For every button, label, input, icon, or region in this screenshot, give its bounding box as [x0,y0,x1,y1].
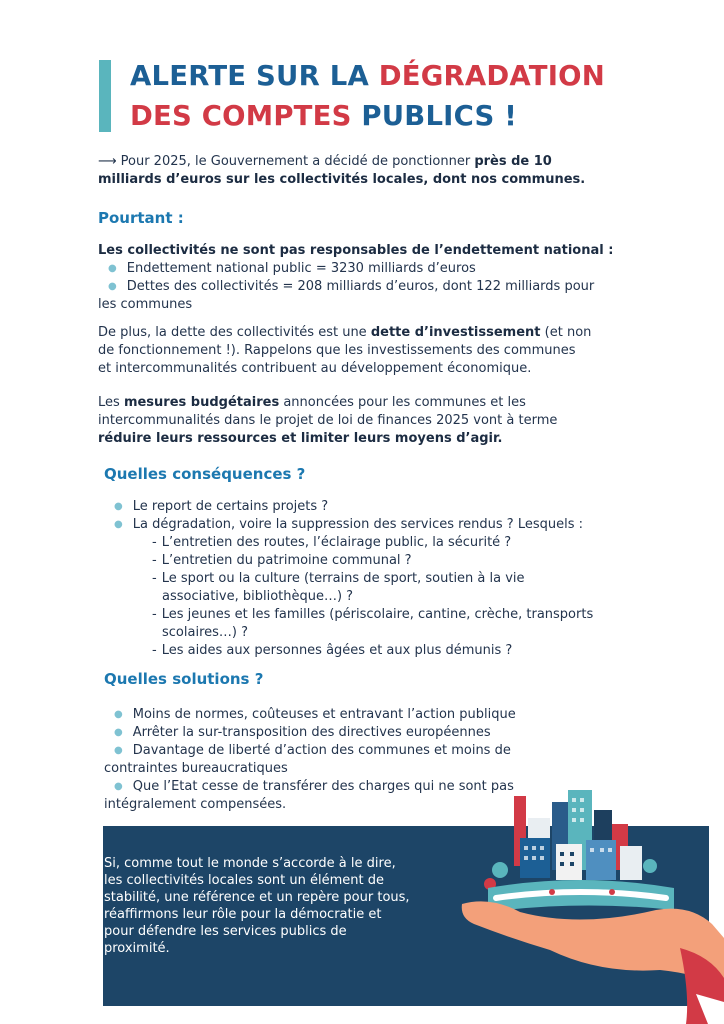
banner-line: Si, comme tout le monde s’accorde à le dire, [104,856,396,871]
arrow-right-icon: ⟶ [98,154,117,169]
bullet-icon: ● [108,263,117,274]
sub-item [104,642,624,660]
list-item [104,742,624,760]
paragraph-text: (et non [544,325,592,340]
intro-paragraph [98,153,618,189]
paragraph-emphasis: dette d’investissement [370,325,541,340]
sub-item-text: L’entretien des routes, l’éclairage public, la sécurité ? [161,535,512,550]
title-part-highlight: DES COMPTES [130,100,352,132]
list-item-text: Moins de normes, coûteuses et entravant l’action publique [132,707,516,722]
dash-icon: - [152,571,157,586]
dash-icon: - [152,643,157,658]
list-item [98,260,618,278]
paragraph-line [98,324,618,342]
bullet-icon: ● [114,727,123,738]
list-item-text: Que l’Etat cesse de transférer des charges qui ne sont pas [132,779,514,794]
sub-item-text: Le sport ou la culture (terrains de sport, soutien à la vie [161,571,525,586]
list-item [104,516,624,534]
intro-emphasis: près de 10 milliards d’euros sur les collectivités locales, dont nos communes. [98,154,586,187]
dash-icon: - [152,535,157,550]
page-title [130,56,690,136]
list-item-text: La dégradation, voire la suppression des services rendus ? Lesquels : [132,517,584,532]
sub-item-text: Les jeunes et les familles (périscolaire, cantine, crèche, transports [161,607,594,622]
section-heading-pourtant: Pourtant : [98,209,184,227]
banner-line: stabilité, une référence et un repère pour tous, [104,890,410,905]
sub-item [104,534,624,552]
banner-line: proximité. [104,941,170,956]
list-item [104,498,624,516]
sub-item-text: L’entretien du patrimoine communal ? [161,553,412,568]
bullet-icon: ● [114,781,123,792]
dash-icon: - [152,553,157,568]
list-item-text: Le report de certains projets ? [132,499,329,514]
paragraph-text: Les [98,395,120,410]
pourtant-block [98,242,618,314]
list-item-text: Dettes des collectivités = 208 milliards d’euros, dont 122 milliards pour [126,279,595,294]
bullet-icon: ● [114,501,123,512]
sub-item-text: Les aides aux personnes âgées et aux plus démunis ? [161,643,513,658]
paragraph-line: de fonctionnement !). Rappelons que les investissements des communes [98,343,576,358]
sub-item-continuation: scolaires…) ? [162,625,248,640]
de-plus-paragraph [98,324,618,378]
title-part: PUBLICS ! [361,100,518,132]
sub-item-continuation: associative, bibliothèque…) ? [162,589,354,604]
paragraph-text: annoncées pour les communes et les [283,395,526,410]
sub-item [104,606,624,624]
title-part: ALERTE SUR LA [130,60,369,92]
mesures-paragraph [98,394,618,448]
list-item-continuation: les communes [98,297,193,312]
list-item-text: Arrêter la sur-transposition des directives européennes [132,725,491,740]
paragraph-emphasis: réduire leurs ressources et limiter leurs moyens d’agir. [98,431,503,446]
dash-icon: - [152,607,157,622]
list-item [104,724,624,742]
paragraph-text: De plus, la dette des collectivités est une [98,325,367,340]
bullet-icon: ● [108,281,117,292]
paragraph-line: et intercommunalités contribuent au développement économique. [98,361,532,376]
intro-text: Pour 2025, le Gouvernement a décidé de ponctionner [120,154,471,169]
section-heading-solutions: Quelles solutions ? [104,670,264,688]
list-item-continuation: contraintes bureaucratiques [104,761,288,776]
list-item-text: Endettement national public = 3230 milliards d’euros [126,261,476,276]
city-on-hand-illustration [460,788,724,1024]
paragraph-line: intercommunalités dans le projet de loi de finances 2025 vont à terme [98,413,558,428]
banner-line: pour défendre les services publics de [104,924,347,939]
section-heading-consequences: Quelles conséquences ? [104,465,306,483]
list-item-continuation: intégralement compensées. [104,797,287,812]
consequences-list [104,498,624,660]
sub-item [104,552,624,570]
banner-line: les collectivités locales sont un élément de [104,873,384,888]
list-item [98,278,618,296]
title-accent-bar [99,60,111,132]
bullet-icon: ● [114,745,123,756]
banner-line: réaffirmons leur rôle pour la démocratie et [104,907,382,922]
paragraph-emphasis: mesures budgétaires [123,395,280,410]
banner-text [104,855,424,957]
bullet-icon: ● [114,519,123,530]
sub-item [104,570,624,588]
list-item-text: Davantage de liberté d’action des communes et moins de [132,743,511,758]
paragraph-line [98,394,618,412]
bullet-icon: ● [114,709,123,720]
pourtant-lead: Les collectivités ne sont pas responsables de l’endettement national : [98,243,614,258]
title-part-highlight: DÉGRADATION [378,60,605,92]
list-item [104,706,624,724]
